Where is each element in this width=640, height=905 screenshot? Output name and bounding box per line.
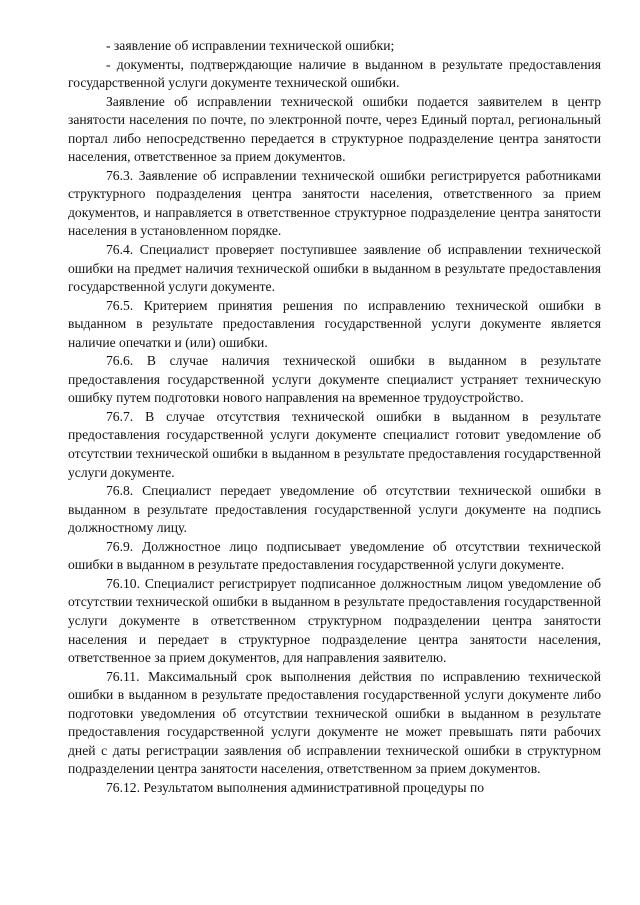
paragraph-76-9: 76.9. Должностное лицо подписывает уведомление об отсутствии технической ошибки в выданном в результате предоставления государственной услуги документе.: [68, 538, 601, 573]
paragraph-76-7: 76.7. В случае отсутствия технической ошибки в выданном в результате предоставления государственной услуги документе специалист готовит уведомление об отсутствии технической ошибки в выданном в результате предоставления государственной услуги документе.: [68, 408, 601, 480]
paragraph-76-12: 76.12. Результатом выполнения административной процедуры по: [106, 779, 485, 795]
paragraph-76-8: 76.8. Специалист передает уведомление об отсутствии технической ошибки в выданном в результате предоставления государственной услуги документе на подпись должностному лицу.: [68, 483, 601, 536]
paragraph-76-5: 76.5. Критерием принятия решения по исправлению технической ошибки в выданном в результате предоставления государственной услуги документе является наличие опечатки и (или) ошибки.: [68, 297, 601, 350]
paragraph-list-item-application: - заявление об исправлении технической ошибки;: [106, 38, 395, 53]
document-page: [68, 37, 601, 797]
paragraph-76-11: 76.11. Максимальный срок выполнения действия по исправлению технической ошибки в выданном в результате предоставления государственной услуги документе либо подготовки уведомления об отсутствии технической ошибки в выданном в результате предоставления государственной услуги документе не может превышать пяти рабочих дней с даты регистрации заявления об исправлении технической ошибки в структурном подразделении центра занятости населения, ответственном за прием документов.: [68, 668, 601, 777]
paragraph-76-3: 76.3. Заявление об исправлении технической ошибки регистрируется работниками структурного подразделения центра занятости населения, ответственного за прием документов, и направляется в ответственное структурное подразделение центра занятости населения в установленном порядке.: [68, 167, 601, 239]
paragraph-list-item-documents: - документы, подтверждающие наличие в выданном в результате предоставления государственной услуги документе технической ошибки.: [68, 56, 601, 91]
paragraph-76-10: 76.10. Специалист регистрирует подписанное должностным лицом уведомление об отсутствии технической ошибки в выданном в результате предоставления государственной услуги документе в ответственном структурном подразделении центра занятости населения и передает в структурное подразделение центра занятости населения, ответственное за прием документов, для направления заявителю.: [68, 575, 601, 666]
paragraph-76-4: 76.4. Специалист проверяет поступившее заявление об исправлении технической ошибки на предмет наличия технической ошибки в выданном в результате предоставления государственной услуги документе.: [68, 242, 601, 295]
paragraph-76-6: 76.6. В случае наличия технической ошибки в выданном в результате предоставления государственной услуги документе специалист устраняет техническую ошибку путем подготовки нового направления на временное трудоустройство.: [68, 353, 601, 406]
paragraph-submission: Заявление об исправлении технической ошибки подается заявителем в центр занятости населения по почте, по электронной почте, через Единый портал, региональный портал либо непосредственно передается в структурное подразделение центра занятости населения, ответственное за прием документов.: [68, 93, 601, 165]
